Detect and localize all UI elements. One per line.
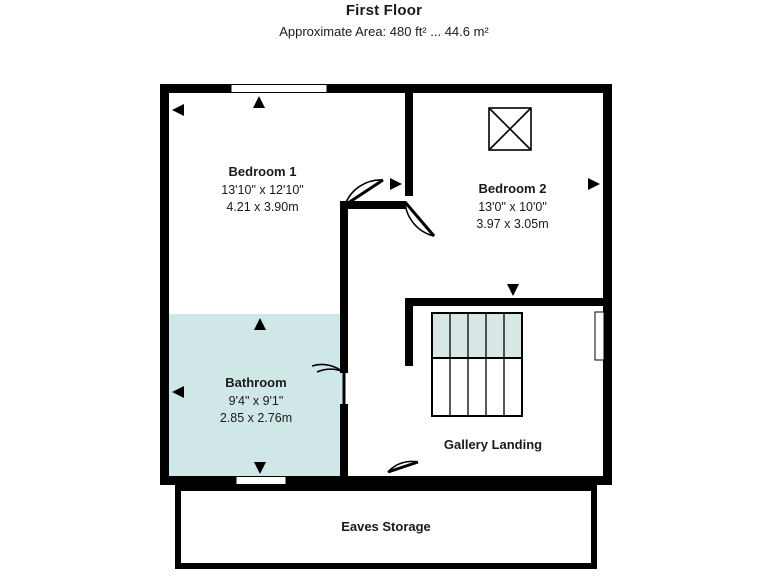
bedroom-2-dim-metric: 3.97 x 3.05m bbox=[476, 216, 549, 231]
page-subtitle: Approximate Area: 480 ft² ... 44.6 m² bbox=[279, 24, 489, 39]
room-label-bedroom-2 bbox=[435, 180, 590, 232]
room-label-eaves-storage: Eaves Storage bbox=[341, 519, 431, 534]
bedroom-2-dim-imperial: 13'0" x 10'0" bbox=[478, 200, 547, 215]
roof-window-hatch bbox=[489, 108, 531, 150]
bedroom-1-dim-metric: 4.21 x 3.90m bbox=[226, 199, 299, 214]
bathroom-dim-metric: 2.85 x 2.76m bbox=[219, 410, 293, 425]
room-label-gallery-landing: Gallery Landing bbox=[443, 437, 543, 452]
room-label-bedroom-1 bbox=[185, 163, 340, 215]
bedroom-2-name: Bedroom 2 bbox=[478, 181, 547, 196]
bedroom-1-dim-imperial: 13'10" x 12'10" bbox=[221, 183, 304, 198]
bathroom-name: Bathroom bbox=[225, 375, 287, 390]
bathroom-dim-imperial: 9'4" x 9'1" bbox=[228, 394, 284, 409]
page-title: First Floor bbox=[345, 2, 423, 19]
internal-walls bbox=[340, 84, 603, 476]
staircase bbox=[432, 313, 522, 416]
bedroom-1-name: Bedroom 1 bbox=[228, 164, 297, 179]
room-label-bathroom bbox=[180, 374, 332, 426]
